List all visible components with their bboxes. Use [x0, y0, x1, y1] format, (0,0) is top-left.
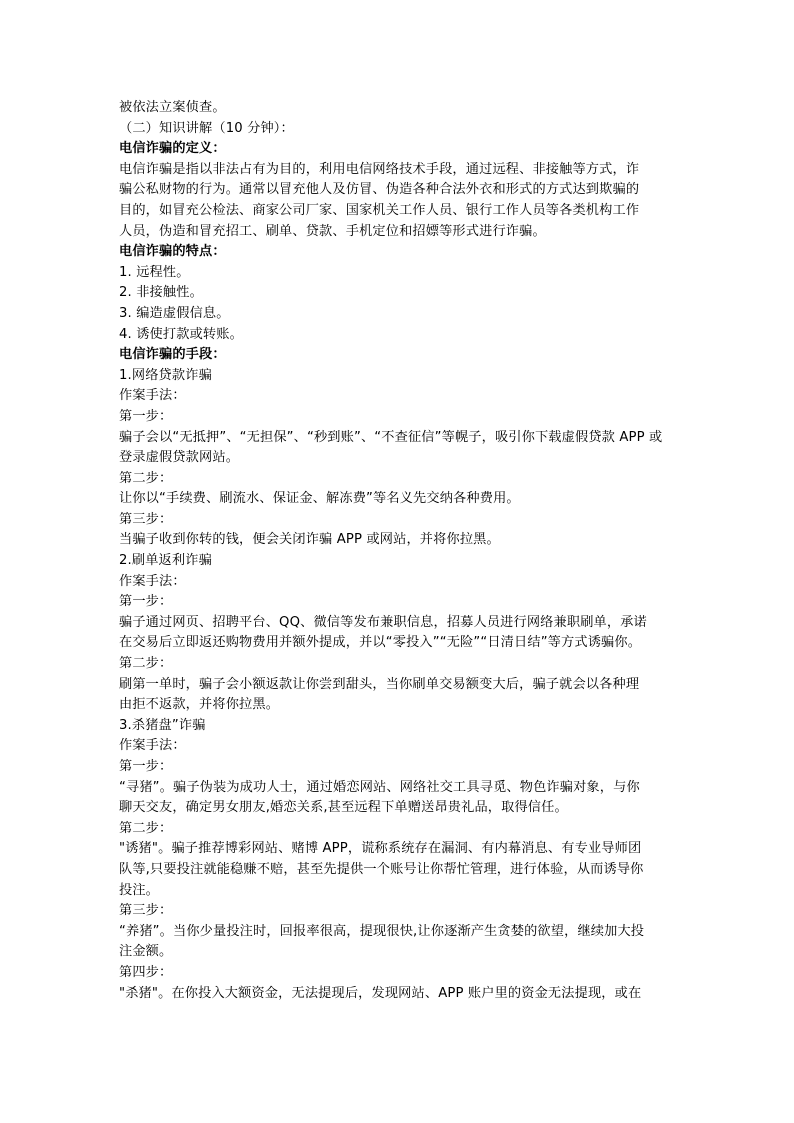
paragraph-line: 目的，如冒充公检法、商家公司厂家、国家机关工作人员、银行工作人员等各类机构工作 [119, 202, 640, 218]
paragraph-line: 作案手法： [119, 573, 186, 589]
paragraph-line: 3. 编造虚假信息。 [119, 305, 230, 321]
paragraph-line: 第一步： [119, 759, 173, 774]
paragraph-line: 2.刷单返利诈骗 [119, 553, 212, 569]
paragraph-line: "诱猪"。骗子推荐博彩网站、赌博 APP，谎称系统存在漏洞、有内幕消息、有专业导师团 [119, 841, 642, 857]
paragraph-line: 登录虚假贷款网站。 [119, 450, 240, 466]
paragraph-line: 第四步： [119, 964, 173, 980]
paragraph-line: 当骗子收到你转的钱，便会关闭诈骗 APP 或网站，并将你拉黑。 [119, 532, 500, 548]
paragraph-line: 在交易后立即返还购物费用并额外提成，并以“零投入”“无险”“日清日结”等方式诱骗你。 [119, 635, 642, 651]
section-heading: 电信诈骗的特点： [119, 244, 226, 260]
paragraph-line: 让你以“手续费、刷流水、保证金、解冻费”等名义先交纳各种费用。 [119, 491, 520, 507]
paragraph-line: 作案手法： [119, 738, 186, 754]
paragraph-line: 1.网络贷款诈骗 [119, 367, 212, 383]
section-heading: 电信诈骗的手段： [119, 347, 226, 363]
paragraph-line: 队等,只要投注就能稳赚不赔，甚至先提供一个账号让你帮忙管理，进行体验，从而诱导你 [119, 861, 644, 877]
paragraph-line: 电信诈骗是指以非法占有为目的，利用电信网络技术手段，通过远程、非接触等方式，诈 [119, 161, 640, 177]
paragraph-line: 3.杀猪盘”诈骗 [119, 717, 206, 733]
document-page [119, 98, 679, 1004]
paragraph-line: "杀猪"。在你投入大额资金，无法提现后，发现网站、APP 账户里的资金无法提现，或在 [119, 985, 642, 1001]
paragraph-line: 刷第一单时，骗子会小额返款让你尝到甜头，当你刷单交易额变大后，骗子就会以各种理 [119, 676, 640, 692]
paragraph-line: 被依法立案侦查。 [119, 100, 226, 115]
paragraph-line: 投注。 [119, 882, 160, 898]
paragraph-line: 注金额。 [119, 944, 173, 960]
paragraph-line: 作案手法： [119, 388, 186, 404]
paragraph-line: 第一步： [119, 408, 173, 424]
paragraph-line: 4. 诱使打款或转账。 [119, 326, 243, 342]
paragraph-line: 由拒不返款，并将你拉黑。 [119, 697, 280, 713]
paragraph-line: “养猪”。当你少量投注时，回报率很高，提现很快,让你逐渐产生贪婪的欲望，继续加大投 [119, 923, 645, 939]
paragraph-line: 人员，伪造和冒充招工、刷单、贷款、手机定位和招嫖等形式进行诈骗。 [119, 223, 546, 239]
section-heading: 电信诈骗的定义： [119, 141, 226, 157]
paragraph-line: 第二步： [119, 656, 173, 672]
paragraph-line: 第一步： [119, 594, 173, 610]
paragraph-line: （二）知识讲解（10 分钟）： [119, 120, 294, 136]
paragraph-line: 第二步： [119, 470, 173, 486]
paragraph-line: 聊天交友，确定男女朋友,婚恋关系,甚至远程下单赠送昂贵礼品，取得信任。 [119, 800, 568, 816]
paragraph-line: 骗公私财物的行为。通常以冒充他人及仿冒、伪造各种合法外衣和形式的方式达到欺骗的 [119, 182, 640, 198]
paragraph-line: 第三步： [119, 903, 173, 919]
paragraph-line: 骗子会以“无抵押”、“无担保”、“秒到账”、“不查征信”等幌子，吸引你下载虚假贷款 APP 或 [119, 429, 663, 445]
paragraph-line: 骗子通过网页、招聘平台、QQ、微信等发布兼职信息，招募人员进行网络兼职刷单，承诺 [119, 614, 647, 630]
paragraph-line: 第三步： [119, 511, 173, 527]
paragraph-line: 2. 非接触性。 [119, 285, 203, 301]
paragraph-line: “寻猪”。骗子伪装为成功人士，通过婚恋网站、网络社交工具寻觅、物色诈骗对象，与你 [119, 779, 640, 795]
paragraph-line: 第二步： [119, 820, 173, 836]
paragraph-line: 1. 远程性。 [119, 264, 190, 280]
